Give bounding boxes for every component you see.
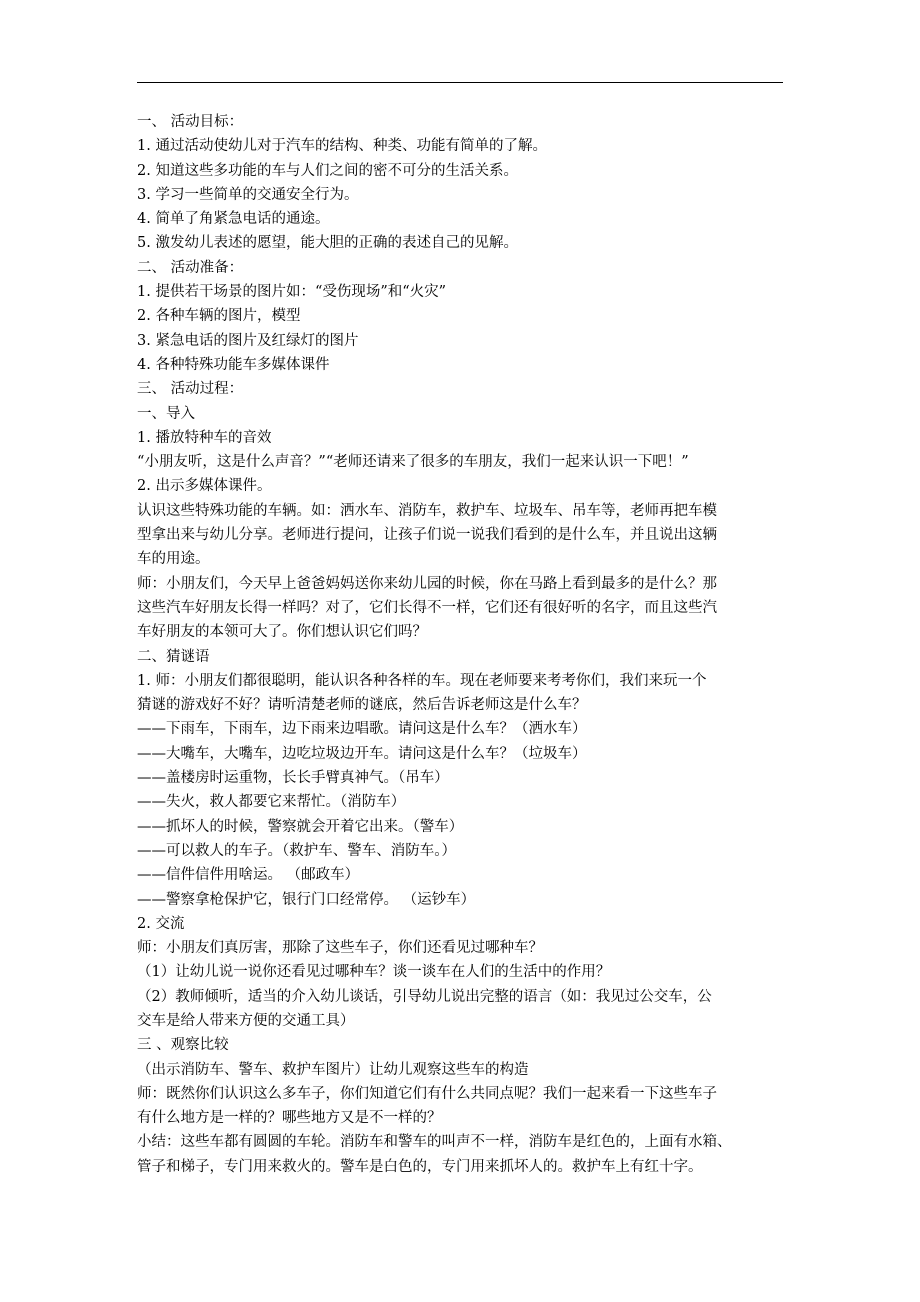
prep-item-2: 2. 各种车辆的图片，模型	[137, 308, 301, 325]
text-line: 2. 交流	[137, 915, 185, 932]
text-line: 认识这些特殊功能的车辆。如：洒水车、消防车，救护车、垃圾车、吊车等，老师再把车模	[137, 502, 717, 519]
goal-item-3: 3. 学习一些简单的交通安全行为。	[137, 186, 359, 203]
summary-line: 管子和梯子，专门用来救火的。警车是白色的，专门用来抓坏人的。救护车上有红十字。	[137, 1158, 703, 1175]
text-line: 2. 出示多媒体课件。	[137, 478, 272, 495]
text-line: 1. 播放特种车的音效	[137, 429, 272, 446]
riddle-line: ——大嘴车，大嘴车，边吃垃圾边开车。请问这是什么车？（垃圾车）	[137, 745, 587, 762]
riddle-line: ——下雨车，下雨车，边下雨来边唱歌。请问这是什么车？（洒水车）	[137, 721, 587, 738]
text-line: 师：小朋友们，今天早上爸爸妈妈送你来幼儿园的时候，你在马路上看到最多的是什么？那	[137, 575, 717, 592]
text-line: 1. 师：小朋友们都很聪明，能认识各种各样的车。现在老师要来考考你们，我们来玩一个	[137, 672, 707, 689]
riddle-line: ——信件信件用啥运。 （邮政车）	[137, 867, 360, 884]
goal-item-1: 1. 通过活动使幼儿对于汽车的结构、种类、功能有简单的了解。	[137, 138, 547, 155]
text-line: （1）让幼儿说一说你还看见过哪种车？谈一谈车在人们的生活中的作用？	[137, 964, 611, 981]
document-body	[137, 110, 797, 1179]
riddle-line: ——失火，救人都要它来帮忙。（消防车）	[137, 794, 406, 811]
goal-item-4: 4. 简单了角紧急电话的通途。	[137, 211, 330, 228]
text-line: 师：小朋友们真厉害，那除了这些车子，你们还看见过哪种车？	[137, 940, 543, 957]
summary-line: 小结：这些车都有圆圆的车轮。消防车和警车的叫声不一样，消防车是红色的，上面有水箱、	[137, 1134, 732, 1151]
prep-item-3: 3. 紧急电话的图片及红绿灯的图片	[137, 332, 359, 349]
riddle-line: ——警察拿枪保护它，银行门口经常停。 （运钞车）	[137, 891, 476, 908]
section-heading-goals: 一、 活动目标：	[137, 114, 244, 130]
text-line: （出示消防车、警车、救护车图片）让幼儿观察这些车的构造	[137, 1061, 529, 1078]
text-line: 车的用途。	[137, 551, 210, 568]
text-line: “小朋友听，这是什么声音？”“老师还请来了很多的车朋友，我们一起来认识一下吧！”	[137, 454, 689, 471]
text-line: 这些汽车好朋友长得一样吗？对了，它们长得不一样，它们还有很好听的名字，而且这些汽	[137, 599, 717, 616]
text-line: 猜谜的游戏好不好？请听清楚老师的谜底，然后告诉老师这是什么车？	[137, 697, 587, 714]
subheading-riddles: 二、猜谜语	[137, 648, 210, 665]
text-line: 交车是给人带来方便的交通工具）	[137, 1012, 355, 1029]
header-rule	[137, 82, 783, 83]
text-line: 师：既然你们认识这么多车子，你们知道它们有什么共同点呢？我们一起来看一下这些车子	[137, 1085, 717, 1102]
section-heading-process: 三、 活动过程：	[137, 381, 244, 398]
section-heading-preparation: 二、 活动准备：	[137, 259, 244, 276]
riddle-line: ——抓坏人的时候，警察就会开着它出来。（警车）	[137, 818, 464, 835]
prep-item-4: 4. 各种特殊功能车多媒体课件	[137, 356, 330, 373]
text-line: 有什么地方是一样的？哪些地方又是不一样的？	[137, 1110, 442, 1127]
text-line: （2）教师倾听，适当的介入幼儿谈话，引导幼儿说出完整的语言（如：我见过公交车，公	[137, 988, 712, 1005]
prep-item-1: 1. 提供若干场景的图片如：“受伤现场”和“火灾”	[137, 284, 447, 301]
riddle-line: ——盖楼房时运重物，长长手臂真神气。（吊车）	[137, 770, 449, 787]
goal-item-5: 5. 激发幼儿表述的愿望，能大胆的正确的表述自己的见解。	[137, 235, 518, 252]
riddle-line: ——可以救人的车子。（救护车、警车、消防车。）	[137, 842, 456, 859]
subheading-intro: 一、导入	[137, 405, 195, 422]
subheading-compare: 三 、观察比较	[137, 1037, 229, 1054]
text-line: 型拿出来与幼儿分享。老师进行提问，让孩子们说一说我们看到的是什么车，并且说出这辆	[137, 527, 717, 544]
text-line: 车好朋友的本领可大了。你们想认识它们吗？	[137, 624, 427, 641]
goal-item-2: 2. 知道这些多功能的车与人们之间的密不可分的生活关系。	[137, 162, 518, 179]
